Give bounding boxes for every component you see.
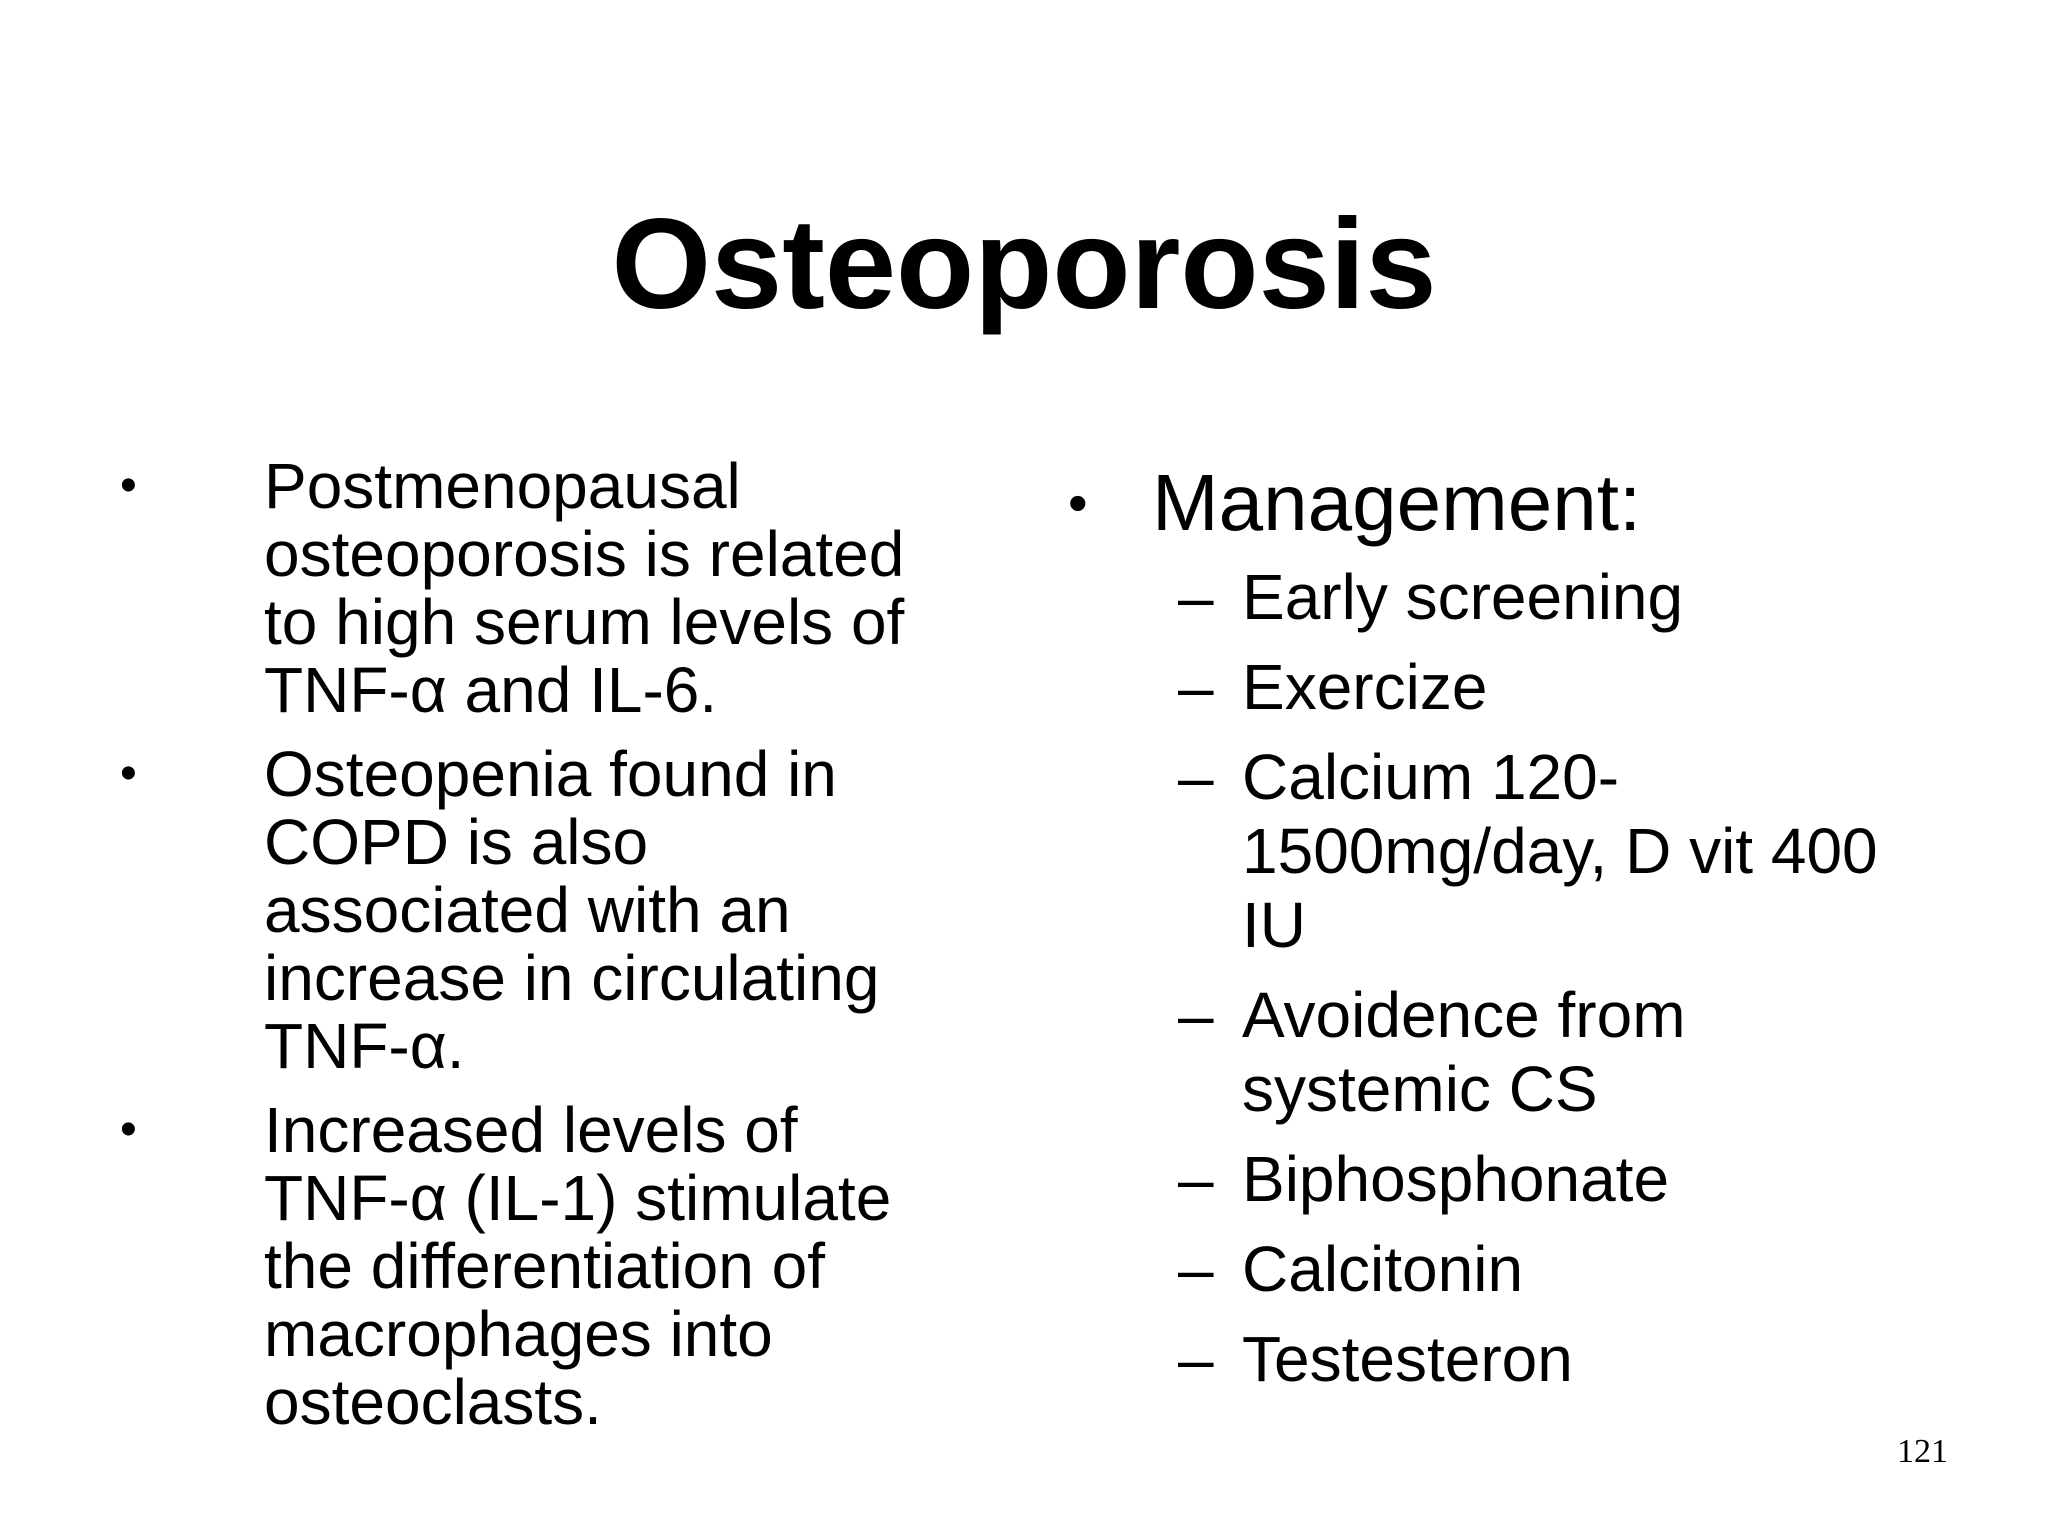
management-subitems [1178, 560, 2008, 1396]
subitem-text: Testesteron [1242, 1323, 1573, 1395]
left-bullet-item [120, 452, 1000, 724]
left-bullet-item [120, 740, 1000, 1080]
left-bullet-list [120, 452, 1000, 1452]
bullet-icon: • [1068, 471, 1088, 534]
management-subitem [1178, 1142, 2008, 1216]
dash-icon: – [1178, 741, 1214, 813]
management-heading-item [1068, 458, 2008, 548]
dash-icon: – [1178, 1323, 1214, 1395]
bullet-text: Osteopenia found in COPD is also associated with an increase in circulating TNF-α. [264, 738, 880, 1082]
dash-icon: – [1178, 1233, 1214, 1305]
management-subitem [1178, 978, 2008, 1126]
management-subitem [1178, 1322, 2008, 1396]
management-subitem [1178, 1232, 2008, 1306]
bullet-icon: • [120, 1103, 137, 1156]
bullet-icon: • [120, 459, 137, 512]
dash-icon: – [1178, 561, 1214, 633]
subitem-text: Calcitonin [1242, 1233, 1524, 1305]
subitem-text: Exercize [1242, 651, 1488, 723]
management-heading: Management: [1152, 458, 1642, 547]
bullet-text: Increased levels of TNF-α (IL-1) stimulate the differentiation of macrophages into osteoclasts. [264, 1094, 892, 1438]
subitem-text: Avoidence from systemic CS [1242, 979, 1686, 1125]
subitem-text: Calcium 120- 1500mg/day, D vit 400 IU [1242, 741, 1878, 961]
dash-icon: – [1178, 1143, 1214, 1215]
management-subitem [1178, 650, 2008, 724]
bullet-text: Postmenopausal osteoporosis is related to high serum levels of TNF-α and IL-6. [264, 450, 905, 726]
slide-title: Osteoporosis [611, 193, 1437, 336]
bullet-icon: • [120, 747, 137, 800]
dash-icon: – [1178, 651, 1214, 723]
management-list [1068, 458, 2008, 1412]
page-number: 121 [1897, 1433, 1948, 1470]
management-subitem [1178, 740, 2008, 962]
left-bullet-item [120, 1096, 1000, 1436]
dash-icon: – [1178, 979, 1214, 1051]
management-subitem [1178, 560, 2008, 634]
subitem-text: Biphosphonate [1242, 1143, 1670, 1215]
subitem-text: Early screening [1242, 561, 1684, 633]
